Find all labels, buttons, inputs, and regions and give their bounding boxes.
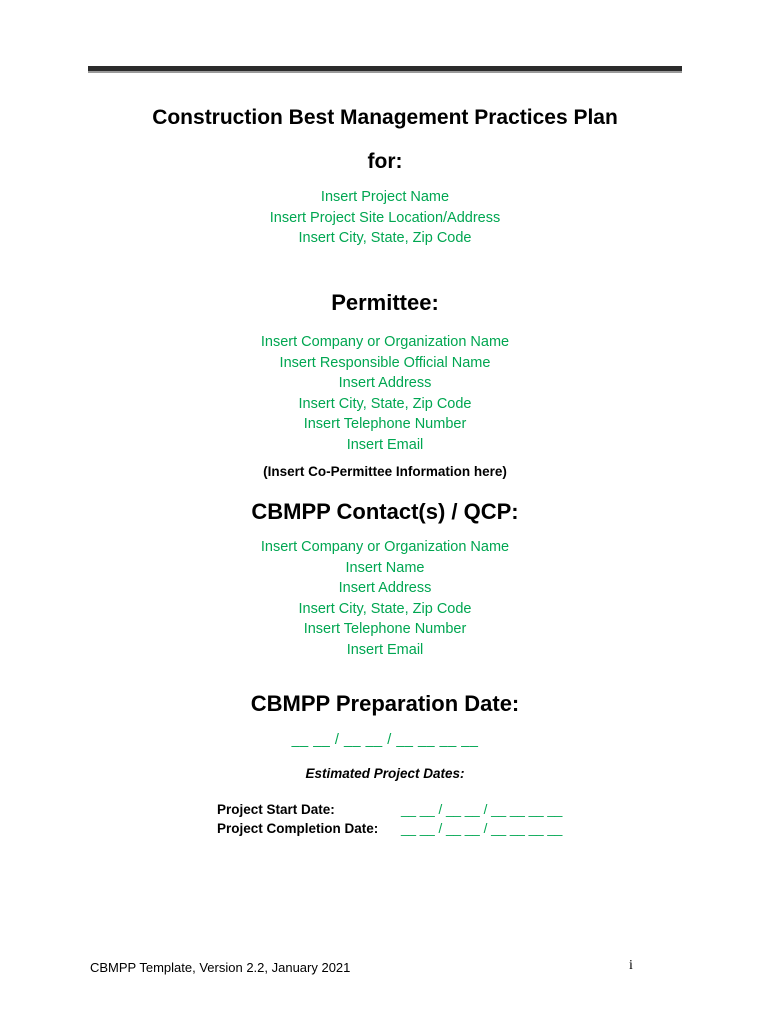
preparation-date-blank: __ __ / __ __ / __ __ __ __: [291, 732, 479, 748]
permittee-telephone: Insert Telephone Number: [303, 416, 467, 432]
start-date-label: Project Start Date:: [217, 802, 335, 817]
contact-company: Insert Company or Organization Name: [260, 539, 510, 555]
page-number: i: [629, 958, 633, 973]
permittee-heading: Permittee:: [331, 290, 439, 315]
top-rule-shadow: [88, 71, 682, 73]
footer-version: CBMPP Template, Version 2.2, January 2021: [90, 960, 351, 975]
contact-name: Insert Name: [345, 559, 425, 576]
completion-date-label: Project Completion Date:: [217, 821, 379, 836]
permittee-info-block: [0, 332, 770, 455]
contact-email: Insert Email: [346, 641, 424, 658]
completion-date-blank: __ __ / __ __ / __ __ __ __: [401, 821, 563, 836]
project-city-state-zip: Insert City, State, Zip Code: [298, 230, 472, 246]
start-date-row: [217, 800, 563, 820]
permittee-company: Insert Company or Organization Name: [260, 334, 510, 350]
project-name: Insert Project Name: [320, 189, 450, 205]
co-permittee-note: (Insert Co-Permittee Information here): [263, 464, 507, 479]
contacts-info-block: [0, 537, 770, 660]
preparation-date-heading: CBMPP Preparation Date:: [250, 691, 520, 716]
completion-date-row: [217, 819, 563, 839]
start-date-blank: __ __ / __ __ / __ __ __ __: [401, 802, 563, 817]
project-info-block: [0, 187, 770, 249]
permittee-official: Insert Responsible Official Name: [279, 354, 491, 371]
document-title: Construction Best Management Practices Plan: [152, 106, 618, 129]
contact-telephone: Insert Telephone Number: [303, 621, 467, 637]
project-location: Insert Project Site Location/Address: [269, 209, 501, 226]
contact-city-state-zip: Insert City, State, Zip Code: [298, 600, 472, 617]
estimated-dates-label: Estimated Project Dates:: [305, 766, 465, 781]
permittee-city-state-zip: Insert City, State, Zip Code: [298, 395, 472, 412]
permittee-address: Insert Address: [338, 375, 432, 391]
contact-address: Insert Address: [338, 580, 432, 596]
contacts-heading: CBMPP Contact(s) / QCP:: [251, 499, 519, 524]
for-label: for:: [367, 150, 403, 173]
permittee-email: Insert Email: [346, 436, 424, 453]
